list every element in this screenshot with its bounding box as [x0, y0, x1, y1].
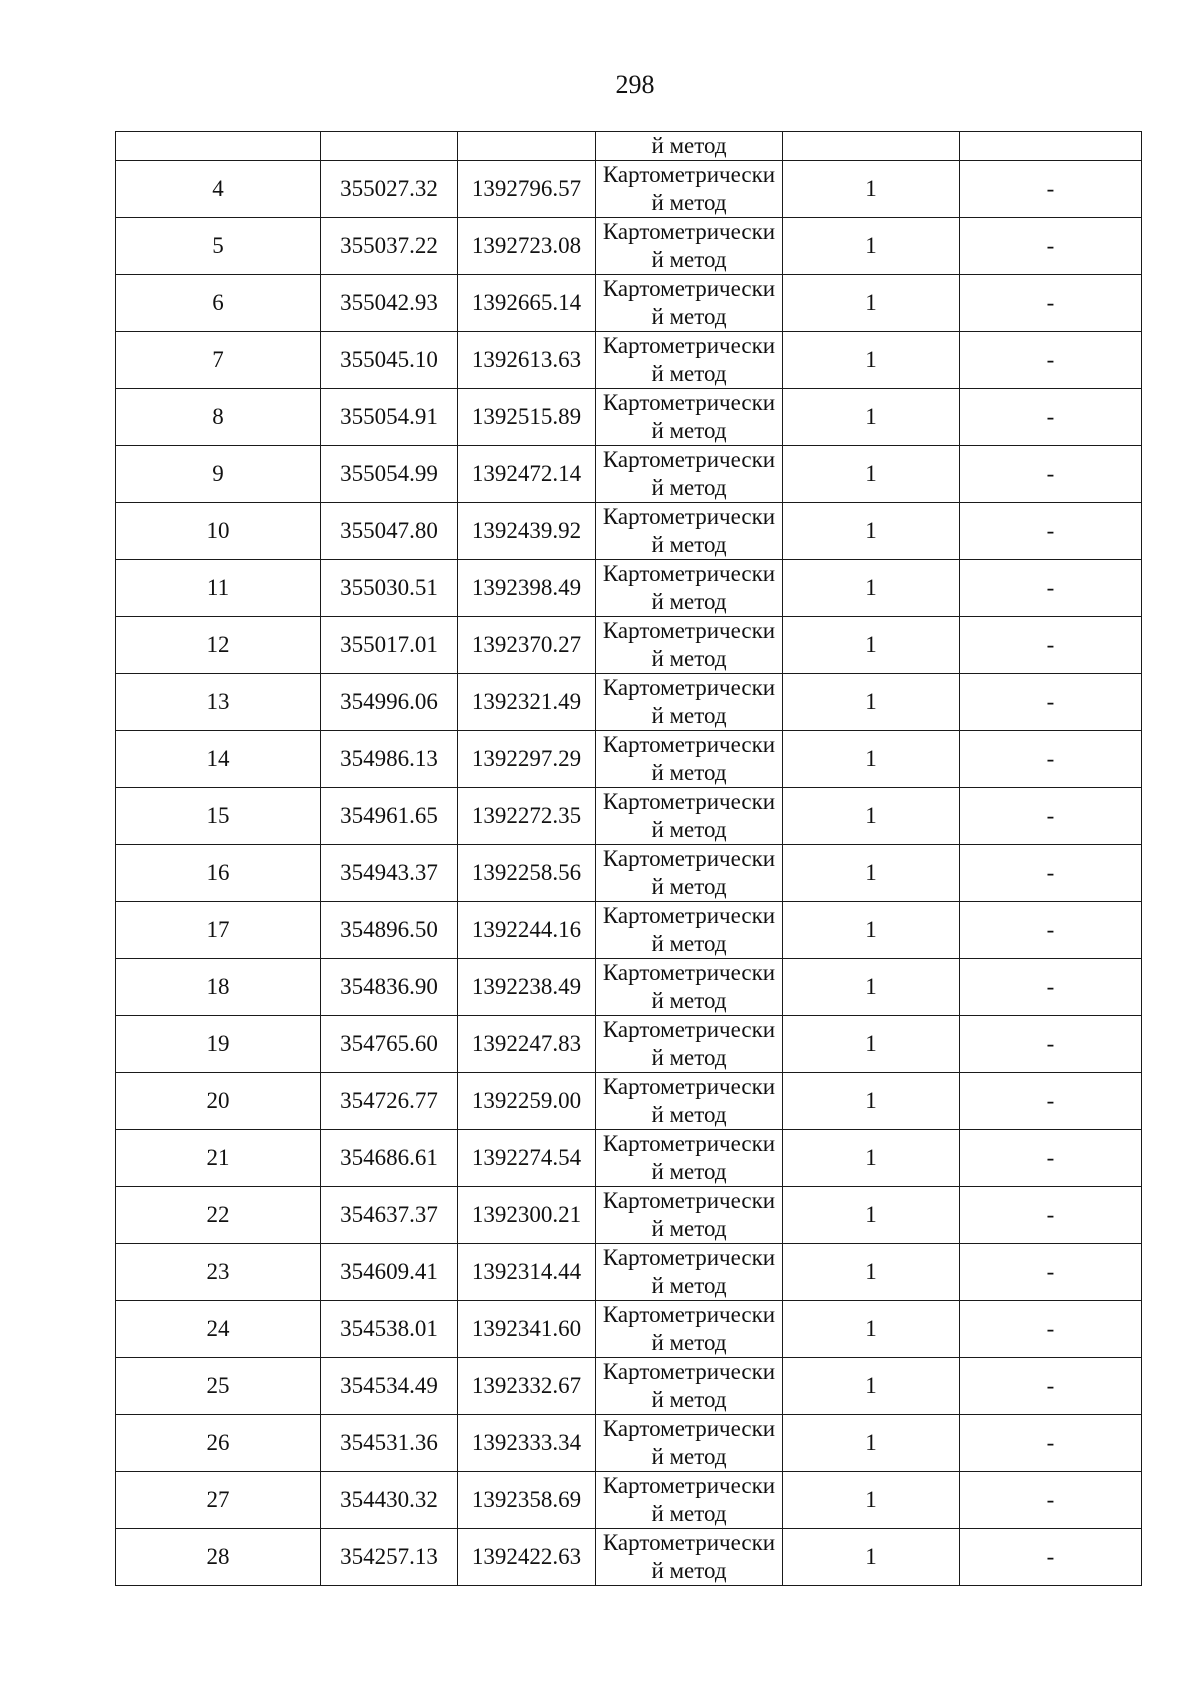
method-cell: Картометрически й метод	[596, 332, 783, 389]
x-coordinate-cell: 355030.51	[321, 560, 458, 617]
note-cell: -	[960, 1529, 1142, 1586]
note-cell: -	[960, 1130, 1142, 1187]
y-coordinate-cell: 1392665.14	[458, 275, 596, 332]
point-number-cell: 20	[116, 1073, 321, 1130]
point-number-cell: 16	[116, 845, 321, 902]
x-coordinate-cell: 354686.61	[321, 1130, 458, 1187]
accuracy-cell: 1	[783, 389, 960, 446]
table-row	[116, 1415, 1142, 1472]
note-cell: -	[960, 1187, 1142, 1244]
y-coordinate-cell: 1392274.54	[458, 1130, 596, 1187]
x-coordinate-cell: 354836.90	[321, 959, 458, 1016]
note-cell: -	[960, 218, 1142, 275]
x-coordinate-cell: 354896.50	[321, 902, 458, 959]
note-cell: -	[960, 845, 1142, 902]
x-coordinate-cell: 355037.22	[321, 218, 458, 275]
x-coordinate-cell: 354726.77	[321, 1073, 458, 1130]
accuracy-cell: 1	[783, 617, 960, 674]
y-coordinate-cell: 1392332.67	[458, 1358, 596, 1415]
table-row	[116, 731, 1142, 788]
point-number-cell: 27	[116, 1472, 321, 1529]
note-cell: -	[960, 674, 1142, 731]
table-row	[116, 1358, 1142, 1415]
point-number-cell: 17	[116, 902, 321, 959]
point-number-cell: 18	[116, 959, 321, 1016]
note-cell: -	[960, 1016, 1142, 1073]
table-row	[116, 503, 1142, 560]
accuracy-cell: 1	[783, 560, 960, 617]
method-cell: Картометрически й метод	[596, 446, 783, 503]
accuracy-cell: 1	[783, 845, 960, 902]
table-row	[116, 674, 1142, 731]
x-coordinate-cell: 354257.13	[321, 1529, 458, 1586]
table-row	[116, 332, 1142, 389]
table-row	[116, 1187, 1142, 1244]
y-coordinate-cell: 1392297.29	[458, 731, 596, 788]
continuation-cell-accuracy	[783, 132, 960, 161]
y-coordinate-cell: 1392472.14	[458, 446, 596, 503]
accuracy-cell: 1	[783, 902, 960, 959]
point-number-cell: 21	[116, 1130, 321, 1187]
continuation-cell-method: й метод	[596, 132, 783, 161]
method-cell: Картометрически й метод	[596, 389, 783, 446]
y-coordinate-cell: 1392358.69	[458, 1472, 596, 1529]
accuracy-cell: 1	[783, 503, 960, 560]
point-number-cell: 24	[116, 1301, 321, 1358]
table-row	[116, 617, 1142, 674]
point-number-cell: 23	[116, 1244, 321, 1301]
note-cell: -	[960, 1415, 1142, 1472]
point-number-cell: 5	[116, 218, 321, 275]
x-coordinate-cell: 355054.99	[321, 446, 458, 503]
accuracy-cell: 1	[783, 161, 960, 218]
y-coordinate-cell: 1392723.08	[458, 218, 596, 275]
note-cell: -	[960, 161, 1142, 218]
y-coordinate-cell: 1392613.63	[458, 332, 596, 389]
table-row	[116, 389, 1142, 446]
note-cell: -	[960, 1358, 1142, 1415]
note-cell: -	[960, 902, 1142, 959]
method-cell: Картометрически й метод	[596, 218, 783, 275]
note-cell: -	[960, 560, 1142, 617]
table-row	[116, 1073, 1142, 1130]
accuracy-cell: 1	[783, 731, 960, 788]
y-coordinate-cell: 1392398.49	[458, 560, 596, 617]
note-cell: -	[960, 1073, 1142, 1130]
table-row	[116, 959, 1142, 1016]
note-cell: -	[960, 731, 1142, 788]
table-row	[116, 1529, 1142, 1586]
method-cell: Картометрически й метод	[596, 788, 783, 845]
table-row	[116, 1301, 1142, 1358]
method-cell: Картометрически й метод	[596, 1529, 783, 1586]
x-coordinate-cell: 354534.49	[321, 1358, 458, 1415]
point-number-cell: 12	[116, 617, 321, 674]
note-cell: -	[960, 788, 1142, 845]
accuracy-cell: 1	[783, 1415, 960, 1472]
x-coordinate-cell: 355047.80	[321, 503, 458, 560]
method-cell: Картометрически й метод	[596, 1301, 783, 1358]
point-number-cell: 26	[116, 1415, 321, 1472]
y-coordinate-cell: 1392333.34	[458, 1415, 596, 1472]
y-coordinate-cell: 1392244.16	[458, 902, 596, 959]
method-cell: Картометрически й метод	[596, 560, 783, 617]
note-cell: -	[960, 1244, 1142, 1301]
x-coordinate-cell: 354538.01	[321, 1301, 458, 1358]
accuracy-cell: 1	[783, 1016, 960, 1073]
method-cell: Картометрически й метод	[596, 1073, 783, 1130]
continuation-row	[116, 132, 1142, 161]
x-coordinate-cell: 354609.41	[321, 1244, 458, 1301]
y-coordinate-cell: 1392422.63	[458, 1529, 596, 1586]
x-coordinate-cell: 355042.93	[321, 275, 458, 332]
point-number-cell: 9	[116, 446, 321, 503]
x-coordinate-cell: 355017.01	[321, 617, 458, 674]
table-row	[116, 1472, 1142, 1529]
method-cell: Картометрически й метод	[596, 902, 783, 959]
y-coordinate-cell: 1392341.60	[458, 1301, 596, 1358]
accuracy-cell: 1	[783, 1187, 960, 1244]
method-cell: Картометрически й метод	[596, 731, 783, 788]
point-number-cell: 6	[116, 275, 321, 332]
x-coordinate-cell: 354430.32	[321, 1472, 458, 1529]
method-cell: Картометрически й метод	[596, 1016, 783, 1073]
method-cell: Картометрически й метод	[596, 161, 783, 218]
point-number-cell: 15	[116, 788, 321, 845]
accuracy-cell: 1	[783, 218, 960, 275]
x-coordinate-cell: 355045.10	[321, 332, 458, 389]
method-cell: Картометрически й метод	[596, 674, 783, 731]
point-number-cell: 14	[116, 731, 321, 788]
point-number-cell: 4	[116, 161, 321, 218]
point-number-cell: 7	[116, 332, 321, 389]
x-coordinate-cell: 354637.37	[321, 1187, 458, 1244]
x-coordinate-cell: 354531.36	[321, 1415, 458, 1472]
accuracy-cell: 1	[783, 275, 960, 332]
table-row	[116, 788, 1142, 845]
y-coordinate-cell: 1392300.21	[458, 1187, 596, 1244]
method-cell: Картометрически й метод	[596, 1358, 783, 1415]
y-coordinate-cell: 1392515.89	[458, 389, 596, 446]
table-row	[116, 845, 1142, 902]
method-cell: Картометрически й метод	[596, 1415, 783, 1472]
accuracy-cell: 1	[783, 674, 960, 731]
y-coordinate-cell: 1392439.92	[458, 503, 596, 560]
method-cell: Картометрически й метод	[596, 503, 783, 560]
y-coordinate-cell: 1392258.56	[458, 845, 596, 902]
method-cell: Картометрически й метод	[596, 1130, 783, 1187]
x-coordinate-cell: 354996.06	[321, 674, 458, 731]
accuracy-cell: 1	[783, 959, 960, 1016]
x-coordinate-cell: 354943.37	[321, 845, 458, 902]
x-coordinate-cell: 355054.91	[321, 389, 458, 446]
coordinates-table-body	[116, 132, 1142, 1586]
table-row	[116, 218, 1142, 275]
method-cell: Картометрически й метод	[596, 1244, 783, 1301]
x-coordinate-cell: 354986.13	[321, 731, 458, 788]
method-cell: Картометрически й метод	[596, 1472, 783, 1529]
note-cell: -	[960, 503, 1142, 560]
x-coordinate-cell: 354765.60	[321, 1016, 458, 1073]
x-coordinate-cell: 355027.32	[321, 161, 458, 218]
note-cell: -	[960, 332, 1142, 389]
y-coordinate-cell: 1392796.57	[458, 161, 596, 218]
point-number-cell: 11	[116, 560, 321, 617]
method-cell: Картометрически й метод	[596, 845, 783, 902]
method-cell: Картометрически й метод	[596, 275, 783, 332]
table-row	[116, 446, 1142, 503]
continuation-cell-y	[458, 132, 596, 161]
point-number-cell: 25	[116, 1358, 321, 1415]
continuation-cell-note	[960, 132, 1142, 161]
point-number-cell: 10	[116, 503, 321, 560]
accuracy-cell: 1	[783, 332, 960, 389]
point-number-cell: 13	[116, 674, 321, 731]
point-number-cell: 22	[116, 1187, 321, 1244]
method-cell: Картометрически й метод	[596, 959, 783, 1016]
table-row	[116, 560, 1142, 617]
note-cell: -	[960, 446, 1142, 503]
y-coordinate-cell: 1392314.44	[458, 1244, 596, 1301]
point-number-cell: 8	[116, 389, 321, 446]
accuracy-cell: 1	[783, 446, 960, 503]
table-row	[116, 1130, 1142, 1187]
table-row	[116, 1016, 1142, 1073]
y-coordinate-cell: 1392370.27	[458, 617, 596, 674]
point-number-cell: 19	[116, 1016, 321, 1073]
coordinates-table	[115, 131, 1142, 1586]
method-cell: Картометрически й метод	[596, 617, 783, 674]
note-cell: -	[960, 617, 1142, 674]
table-row	[116, 902, 1142, 959]
point-number-cell: 28	[116, 1529, 321, 1586]
x-coordinate-cell: 354961.65	[321, 788, 458, 845]
note-cell: -	[960, 275, 1142, 332]
table-row	[116, 275, 1142, 332]
y-coordinate-cell: 1392321.49	[458, 674, 596, 731]
table-row	[116, 1244, 1142, 1301]
y-coordinate-cell: 1392247.83	[458, 1016, 596, 1073]
accuracy-cell: 1	[783, 1073, 960, 1130]
accuracy-cell: 1	[783, 1358, 960, 1415]
accuracy-cell: 1	[783, 1244, 960, 1301]
note-cell: -	[960, 1472, 1142, 1529]
note-cell: -	[960, 959, 1142, 1016]
accuracy-cell: 1	[783, 788, 960, 845]
continuation-cell-point	[116, 132, 321, 161]
page-number: 298	[615, 70, 655, 99]
y-coordinate-cell: 1392259.00	[458, 1073, 596, 1130]
continuation-cell-x	[321, 132, 458, 161]
y-coordinate-cell: 1392272.35	[458, 788, 596, 845]
accuracy-cell: 1	[783, 1472, 960, 1529]
y-coordinate-cell: 1392238.49	[458, 959, 596, 1016]
note-cell: -	[960, 389, 1142, 446]
accuracy-cell: 1	[783, 1301, 960, 1358]
accuracy-cell: 1	[783, 1130, 960, 1187]
accuracy-cell: 1	[783, 1529, 960, 1586]
note-cell: -	[960, 1301, 1142, 1358]
method-cell: Картометрически й метод	[596, 1187, 783, 1244]
table-row	[116, 161, 1142, 218]
